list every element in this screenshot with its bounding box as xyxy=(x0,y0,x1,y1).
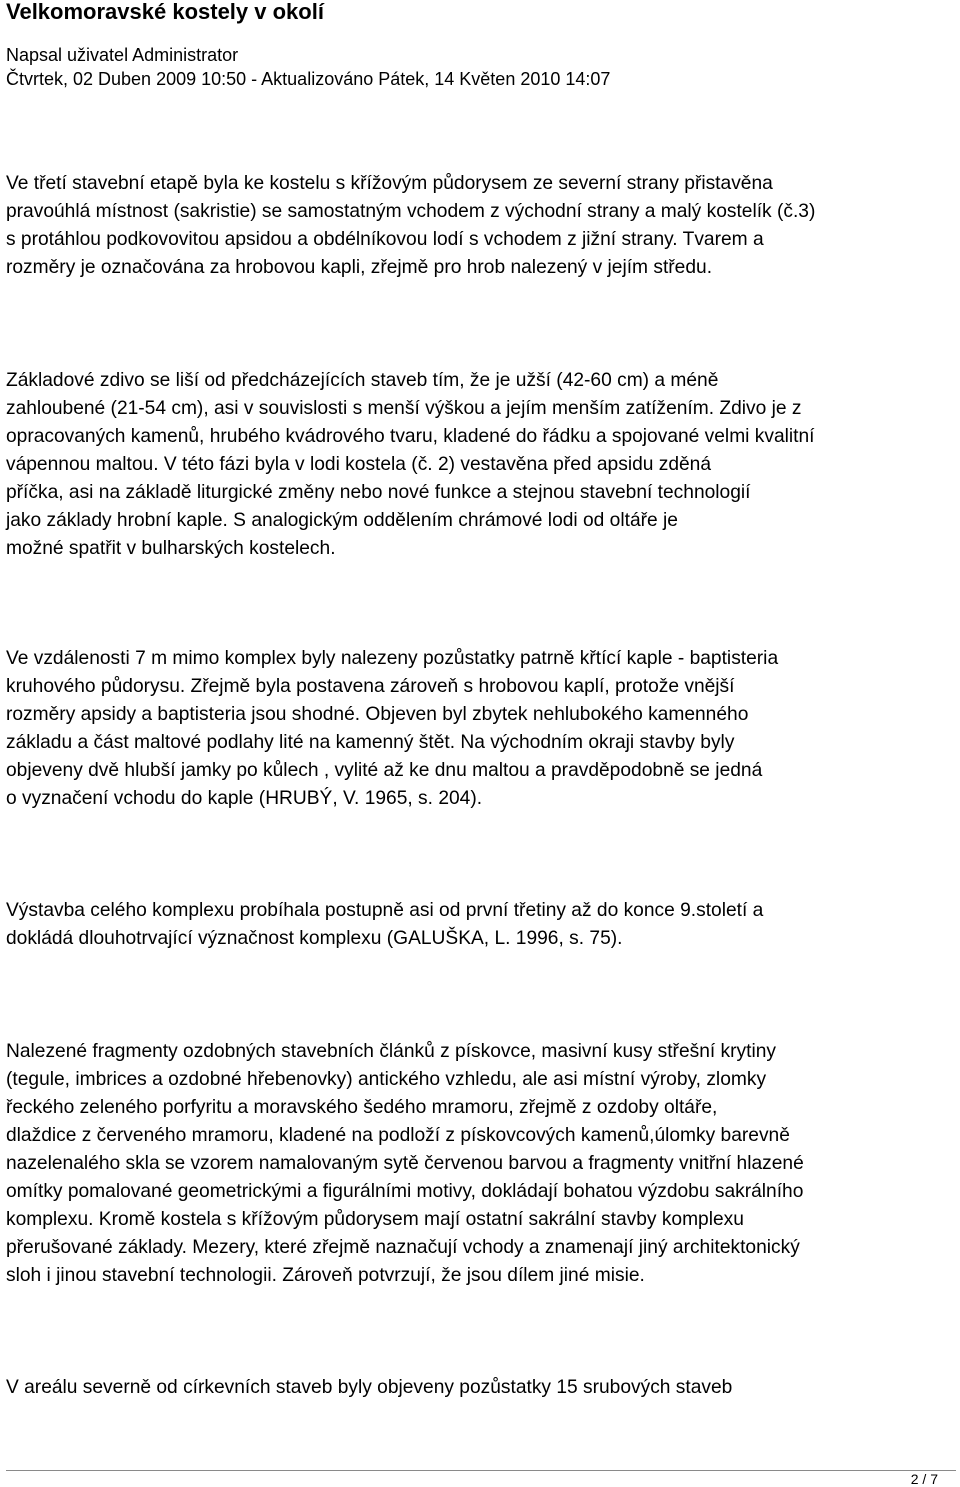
article-title: Velkomoravské kostely v okolí xyxy=(6,0,324,24)
paragraph-line: základu a část maltové podlahy lité na kamenný štět. Na východním okraji stavby byly xyxy=(6,732,735,753)
paragraph-line: Základové zdivo se liší od předcházejících staveb tím, že je užší (42-60 cm) a méně xyxy=(6,370,719,391)
paragraph-line: Ve vzdálenosti 7 m mimo komplex byly nalezeny pozůstatky patrně křtící kaple - baptisteria xyxy=(6,648,779,669)
paragraph-line: příčka, asi na základě liturgické změny nebo nové funkce a stejnou stavební technologií xyxy=(6,482,751,503)
paragraph-line: omítky pomalované geometrickými a figurálními motivy, dokládají bohatou výzdobu sakrálního xyxy=(6,1181,804,1202)
page-number: 2 / 7 xyxy=(910,1471,938,1487)
paragraph-line: možné spatřit v bulharských kostelech. xyxy=(6,538,336,559)
paragraph-4 xyxy=(6,897,958,953)
paragraph-line: zahloubené (21-54 cm), asi v souvislosti s menší výškou a jejím menším zatížením. Zdivo je z xyxy=(6,398,802,419)
paragraph-line: s protáhlou podkovovitou apsidou a obdélníkovou lodí s vchodem z jižní strany. Tvarem a xyxy=(6,229,764,250)
paragraph-line: řeckého zeleného porfyritu a moravského šedého mramoru, zřejmě z ozdoby oltáře, xyxy=(6,1097,718,1118)
author-line: Napsal uživatel Administrator xyxy=(6,45,239,65)
paragraph-line: Výstavba celého komplexu probíhala postupně asi od první třetiny až do konce 9.století a xyxy=(6,900,764,921)
paragraph-line: objeveny dvě hlubší jamky po kůlech , vylité až ke dnu maltou a pravděpodobně se jedná xyxy=(6,760,763,781)
paragraph-line: kruhového půdorysu. Zřejmě byla postavena zároveň s hrobovou kaplí, protože vnější xyxy=(6,676,735,697)
paragraph-line: sloh i jinou stavební technologii. Zároveň potvrzují, že jsou dílem jiné misie. xyxy=(6,1265,645,1286)
paragraph-line: vápennou maltou. V této fázi byla v lodi kostela (č. 2) vestavěna před apsidu zděná xyxy=(6,454,712,475)
date-line: Čtvrtek, 02 Duben 2009 10:50 - Aktualizováno Pátek, 14 Květen 2010 14:07 xyxy=(6,69,611,89)
paragraph-line: (tegule, imbrices a ozdobné hřebenovky) antického vzhledu, ale asi místní výroby, zlomky xyxy=(6,1069,767,1090)
paragraph-3 xyxy=(6,645,958,813)
paragraph-line: přerušované základy. Mezery, které zřejmě naznačují vchody a znamenají jiný architektonický xyxy=(6,1237,800,1258)
paragraph-line: rozměry apsidy a baptisteria jsou shodné. Objeven byl zbytek nehlubokého kamenného xyxy=(6,704,749,725)
paragraph-line: komplexu. Kromě kostela s křížovým půdorysem mají ostatní sakrální stavby komplexu xyxy=(6,1209,744,1230)
paragraph-line: dlaždice z červeného mramoru, kladené na podloží z pískovcových kamenů,úlomky barevně xyxy=(6,1125,790,1146)
paragraph-2 xyxy=(6,367,958,563)
paragraph-5 xyxy=(6,1038,958,1290)
paragraph-line: nazelenalého skla se vzorem namalovaným sytě červenou barvou a fragmenty vnitřní hlazené xyxy=(6,1153,804,1174)
paragraph-line: rozměry je označována za hrobovou kapli, zřejmě pro hrob nalezený v jejím středu. xyxy=(6,257,713,278)
paragraph-line: pravoúhlá místnost (sakristie) se samostatným vchodem z východní strany a malý kostelík (č.3) xyxy=(6,201,816,222)
paragraph-line: jako základy hrobní kaple. S analogickým oddělením chrámové lodi od oltáře je xyxy=(6,510,678,531)
paragraph-6 xyxy=(6,1374,958,1402)
paragraph-1 xyxy=(6,170,958,282)
paragraph-line: o vyznačení vchodu do kaple (HRUBÝ, V. 1965, s. 204). xyxy=(6,788,483,809)
paragraph-line: Nalezené fragmenty ozdobných stavebních článků z pískovce, masivní kusy střešní krytiny xyxy=(6,1041,776,1062)
footer-divider xyxy=(6,1470,956,1471)
paragraph-line: Ve třetí stavební etapě byla ke kostelu s křížovým půdorysem ze severní strany přistavěna xyxy=(6,173,773,194)
paragraph-line: V areálu severně od církevních staveb byly objeveny pozůstatky 15 srubových staveb xyxy=(6,1377,733,1398)
paragraph-line: opracovaných kamenů, hrubého kvádrového tvaru, kladené do řádku a spojované velmi kvalitní xyxy=(6,426,815,447)
paragraph-line: dokládá dlouhotrvající význačnost komplexu (GALUŠKA, L. 1996, s. 75). xyxy=(6,928,623,949)
